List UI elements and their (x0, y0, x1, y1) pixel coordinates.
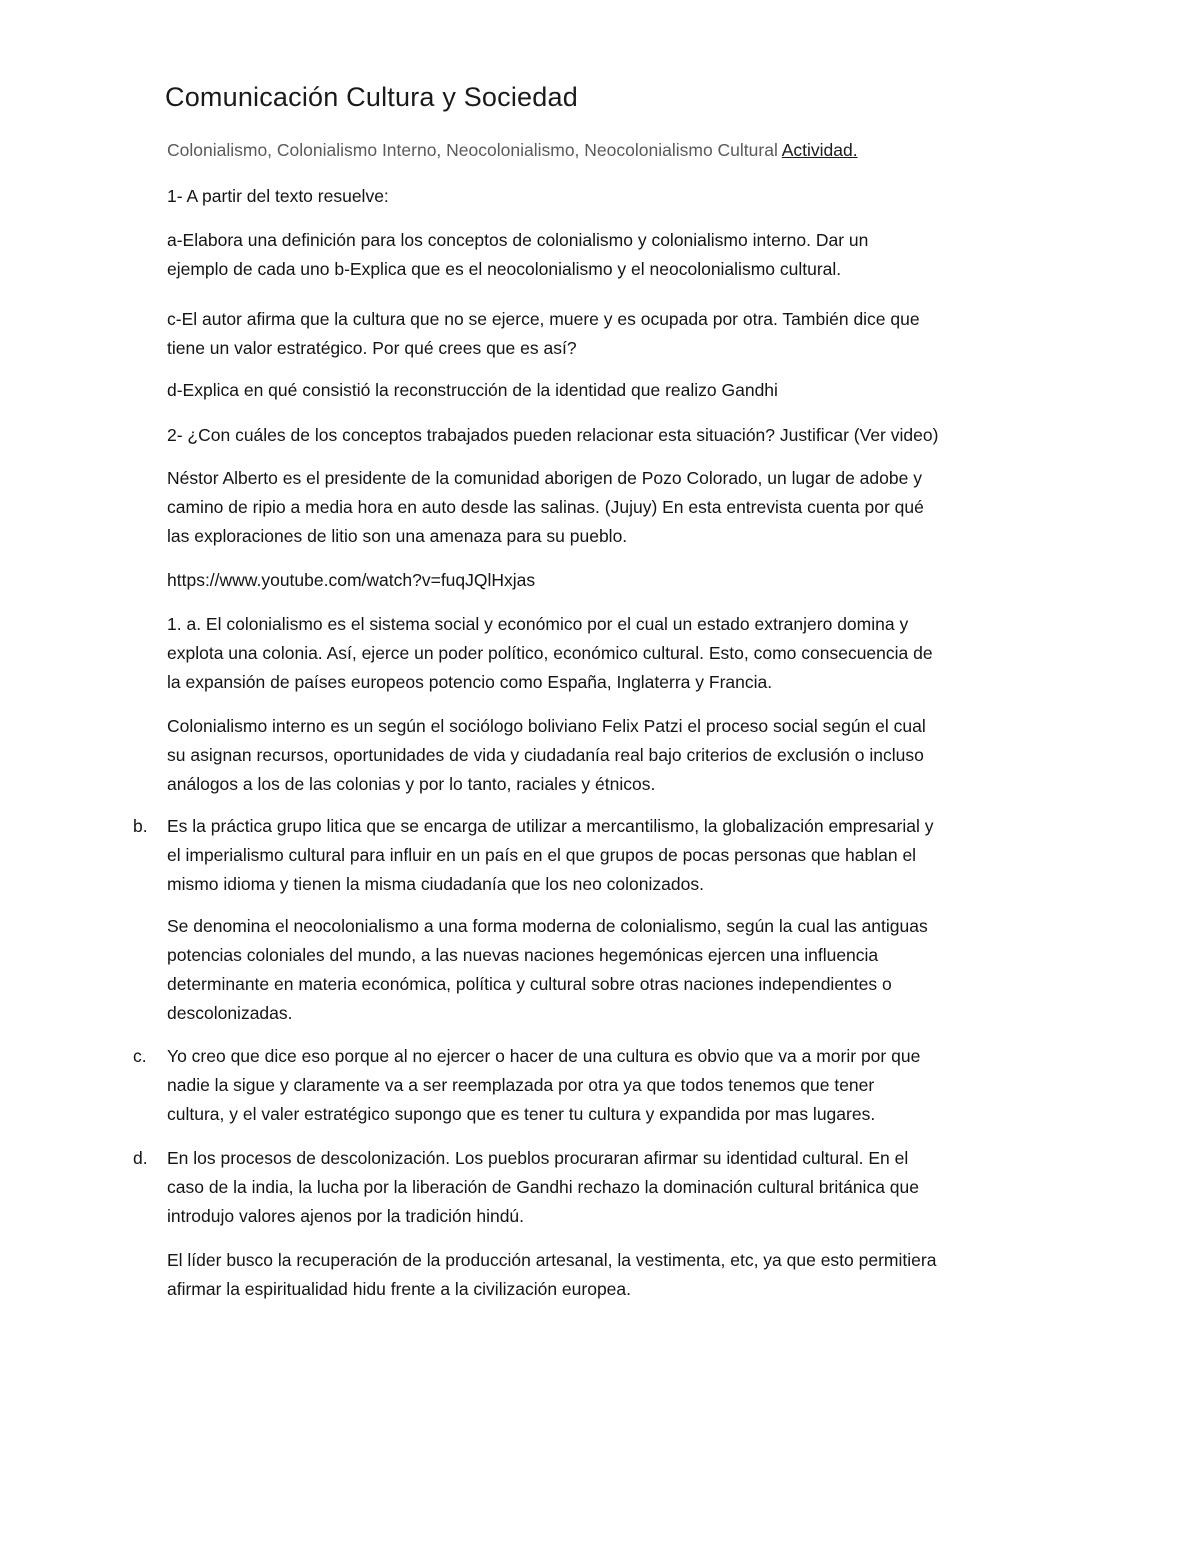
paragraph (167, 421, 1047, 450)
paragraph-line: El líder busco la recuperación de la producción artesanal, la vestimenta, etc, ya que esto permitiera (167, 1250, 937, 1270)
paragraph (167, 1042, 1047, 1129)
actividad-link: Actividad. (781, 140, 858, 160)
paragraph-line: https://www.youtube.com/watch?v=fuqJQlHxjas (167, 570, 536, 590)
paragraph (167, 376, 1047, 405)
paragraph-line: En los procesos de descolonización. Los pueblos procuraran afirmar su identidad cultural. En el (167, 1148, 909, 1168)
document-subtitle (167, 140, 858, 161)
paragraph (167, 226, 1047, 284)
paragraph-line: cultura, y el valer estratégico supongo que es tener tu cultura y expandida por mas lugares. (167, 1104, 876, 1124)
paragraph-line: la expansión de países europeos potencio como España, Inglaterra y Francia. (167, 672, 773, 692)
paragraph-line: 2- ¿Con cuáles de los conceptos trabajados pueden relacionar esta situación? Justificar (Ver video) (167, 425, 939, 445)
paragraph (167, 912, 1047, 1028)
paragraph-line: el imperialismo cultural para influir en un país en el que grupos de pocas personas que hablan el (167, 845, 917, 865)
paragraph-line: Es la práctica grupo litica que se encarga de utilizar a mercantilismo, la globalización empresarial y (167, 816, 934, 836)
paragraph-line: camino de ripio a media hora en auto desde las salinas. (Jujuy) En esta entrevista cuenta por qué (167, 497, 924, 517)
paragraph-line: afirmar la espiritualidad hidu frente a la civilización europea. (167, 1279, 631, 1299)
paragraph (167, 1144, 1047, 1231)
paragraph-line: tiene un valor estratégico. Por qué crees que es así? (167, 338, 577, 358)
paragraph (167, 712, 1047, 799)
paragraph (167, 812, 1047, 899)
paragraph (167, 182, 1047, 211)
paragraph-line: c-El autor afirma que la cultura que no se ejerce, muere y es ocupada por otra. También dice que (167, 309, 920, 329)
paragraph-line: descolonizadas. (167, 1003, 293, 1023)
paragraph-line: a-Elabora una definición para los conceptos de colonialismo y colonialismo interno. Dar un (167, 230, 869, 250)
paragraph (167, 1246, 1047, 1304)
paragraph-line: d-Explica en qué consistió la reconstrucción de la identidad que realizo Gandhi (167, 380, 778, 400)
paragraph-line: mismo idioma y tienen la misma ciudadanía que los neo colonizados. (167, 874, 704, 894)
paragraph-line: su asignan recursos, oportunidades de vida y ciudadanía real bajo criterios de exclusión o incluso (167, 745, 924, 765)
paragraph-line: ejemplo de cada uno b-Explica que es el neocolonialismo y el neocolonialismo cultural. (167, 259, 842, 279)
document-title: Comunicación Cultura y Sociedad (165, 82, 578, 112)
paragraph-line: Néstor Alberto es el presidente de la comunidad aborigen de Pozo Colorado, un lugar de adobe y (167, 468, 922, 488)
paragraph-line: explota una colonia. Así, ejerce un poder político, económico cultural. Esto, como consecuencia de (167, 643, 933, 663)
paragraph-line: 1. a. El colonialismo es el sistema social y económico por el cual un estado extranjero domina y (167, 614, 909, 634)
paragraph-line: determinante en materia económica, política y cultural sobre otras naciones independientes o (167, 974, 892, 994)
paragraph-line: nadie la sigue y claramente va a ser reemplazada por otra ya que todos tenemos que tener (167, 1075, 875, 1095)
list-marker: d. (133, 1148, 148, 1168)
paragraph (167, 566, 1047, 595)
list-marker: c. (133, 1046, 147, 1066)
paragraph (167, 464, 1047, 551)
paragraph-line: potencias coloniales del mundo, a las nuevas naciones hegemónicas ejercen una influencia (167, 945, 879, 965)
paragraph-line: introdujo valores ajenos por la tradición hindú. (167, 1206, 525, 1226)
paragraph-line: Colonialismo interno es un según el sociólogo boliviano Felix Patzi el proceso social según el cual (167, 716, 926, 736)
paragraph-line: Se denomina el neocolonialismo a una forma moderna de colonialismo, según la cual las antiguas (167, 916, 928, 936)
paragraph (167, 610, 1047, 697)
subtitle-text: Colonialismo, Colonialismo Interno, Neocolonialismo, Neocolonialismo Cultural (167, 140, 778, 160)
paragraph-line: 1- A partir del texto resuelve: (167, 186, 389, 206)
paragraph-line: caso de la india, la lucha por la liberación de Gandhi rechazo la dominación cultural británica que (167, 1177, 919, 1197)
list-marker: b. (133, 816, 148, 836)
paragraph (167, 305, 1047, 363)
paragraph-line: las exploraciones de litio son una amenaza para su pueblo. (167, 526, 628, 546)
paragraph-line: análogos a los de las colonias y por lo tanto, raciales y étnicos. (167, 774, 656, 794)
paragraph-line: Yo creo que dice eso porque al no ejercer o hacer de una cultura es obvio que va a morir por que (167, 1046, 921, 1066)
